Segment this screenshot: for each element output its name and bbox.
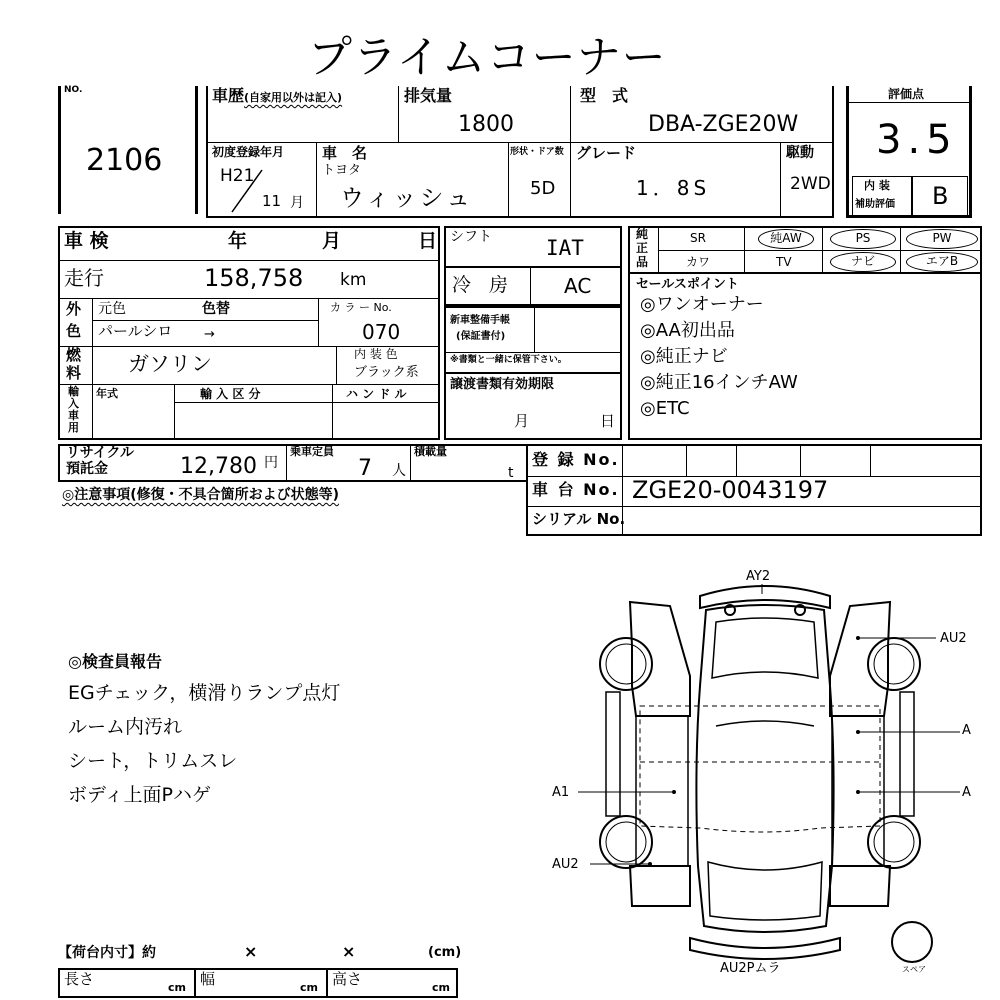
equipment-label-2: 正 bbox=[636, 241, 649, 255]
color-code-value: 070 bbox=[362, 320, 401, 344]
equip-navi-circled: ナビ bbox=[830, 252, 896, 272]
model-type-value: DBA-ZGE20W bbox=[648, 112, 799, 137]
interior-rating-label-1: 内 装 bbox=[864, 179, 890, 192]
page-title: プライムコーナー bbox=[308, 32, 667, 83]
recycle-label-1: リサイクル bbox=[66, 445, 135, 461]
equip-leather: カワ bbox=[686, 255, 711, 269]
model-type-label: 型 式 bbox=[580, 86, 629, 105]
lot-number: 2106 bbox=[86, 143, 163, 178]
mark-a-right-2: A bbox=[962, 785, 971, 800]
mileage-label: 走行 bbox=[64, 266, 104, 290]
lot-label: NO. bbox=[64, 85, 83, 95]
first-reg-era: H21 bbox=[220, 166, 255, 186]
import-handle-label: ハ ン ド ル bbox=[346, 387, 407, 401]
first-reg-month: 11 bbox=[262, 192, 282, 210]
service-book-note: ※書類と一緒に保管下さい。 bbox=[450, 355, 567, 365]
import-label-3: 車 bbox=[68, 409, 79, 422]
sales-point-4: ◎純正16インチAW bbox=[640, 372, 798, 393]
inspector-line-2: ルーム内汚れ bbox=[68, 716, 183, 738]
cargo-width-label: 幅 bbox=[200, 970, 216, 988]
inspection-month: 月 bbox=[322, 230, 342, 252]
spare-label: スペア bbox=[902, 965, 926, 974]
recycle-unit: 円 bbox=[264, 455, 278, 471]
import-label-2: 入 bbox=[68, 397, 79, 410]
exterior-color-label-1: 外 bbox=[66, 300, 82, 318]
cargo-label: 【荷台内寸】約 bbox=[58, 945, 156, 961]
interior-rating-label-2: 補助評価 bbox=[855, 199, 895, 210]
repaint-color-label: 色替 bbox=[202, 301, 230, 317]
import-label-4: 用 bbox=[68, 421, 79, 434]
drive-value: 2WD bbox=[790, 174, 831, 194]
shift-label: シフト bbox=[450, 229, 492, 245]
equip-tv: TV bbox=[776, 255, 792, 269]
equip-pw-circled: PW bbox=[906, 229, 978, 249]
mileage-unit: km bbox=[340, 270, 367, 290]
import-year-label: 年式 bbox=[96, 387, 118, 400]
mark-ay2: AY2 bbox=[746, 569, 771, 584]
sales-points-label: セールスポイント bbox=[636, 277, 739, 292]
history-label: 車歴(自家用以外は記入) bbox=[212, 86, 343, 105]
exterior-color-label-2: 色 bbox=[66, 322, 82, 340]
color-code-label: カ ラ ー No. bbox=[330, 301, 392, 314]
mark-a-right-1: A bbox=[962, 723, 971, 738]
capacity-value: 7 bbox=[358, 456, 372, 481]
fuel-label-2: 料 bbox=[66, 364, 82, 382]
interior-color-value: ブラック系 bbox=[354, 365, 419, 380]
drive-label: 駆動 bbox=[786, 145, 814, 161]
service-book-label-2: (保証書付) bbox=[456, 331, 506, 342]
aircon-value: AC bbox=[564, 274, 592, 298]
interior-rating-value: B bbox=[932, 182, 949, 210]
recycle-value: 12,780 bbox=[180, 454, 257, 479]
car-diagram bbox=[540, 566, 980, 980]
load-unit: t bbox=[508, 465, 514, 481]
shift-value: IAT bbox=[546, 236, 584, 260]
mark-au2-right: AU2 bbox=[940, 631, 967, 646]
cargo-unit: (cm) bbox=[428, 945, 462, 960]
cargo-height-cm: cm bbox=[432, 981, 450, 994]
inspector-line-3: シート，トリムスレ bbox=[68, 750, 238, 772]
original-color-value: パールシロ bbox=[98, 322, 173, 340]
mark-au2p-rear: AU2Pムラ bbox=[720, 961, 781, 976]
registration-label: 登 録 No. bbox=[532, 450, 620, 469]
import-class-label: 輸 入 区 分 bbox=[200, 387, 261, 401]
mileage-value: 158,758 bbox=[204, 264, 304, 292]
sales-point-3: ◎純正ナビ bbox=[640, 346, 728, 367]
shape-doors-value: 5D bbox=[530, 178, 556, 199]
grade-value: 1．8S bbox=[636, 176, 711, 200]
car-maker: トヨタ bbox=[322, 163, 362, 178]
car-name-label: 車 名 bbox=[322, 144, 368, 162]
cargo-height-label: 高さ bbox=[332, 970, 363, 988]
transfer-docs-month: 月 bbox=[514, 412, 530, 430]
original-color-label: 元色 bbox=[98, 301, 126, 317]
color-arrow: → bbox=[204, 327, 215, 342]
recycle-label-2: 預託金 bbox=[66, 461, 108, 477]
chassis-label: 車 台 No. bbox=[532, 480, 620, 499]
capacity-label: 乗車定員 bbox=[290, 445, 334, 458]
inspection-label: 車 検 bbox=[64, 230, 109, 252]
import-label-1: 輸 bbox=[68, 385, 79, 398]
inspector-label: ◎検査員報告 bbox=[68, 652, 162, 671]
equip-aw-circled: 純AW bbox=[758, 229, 814, 249]
equip-sr: SR bbox=[690, 231, 706, 245]
cargo-times-1: × bbox=[244, 942, 258, 961]
cargo-length-label: 長さ bbox=[64, 970, 95, 988]
inspection-year: 年 bbox=[228, 230, 248, 252]
serial-label: シリアル No. bbox=[532, 510, 626, 528]
cargo-box bbox=[58, 968, 458, 998]
sales-point-2: ◎AA初出品 bbox=[640, 320, 735, 341]
first-reg-label: 初度登録年月 bbox=[212, 145, 285, 159]
fuel-label-1: 燃 bbox=[66, 346, 82, 364]
sales-point-1: ◎ワンオーナー bbox=[640, 294, 764, 315]
mark-a1-left: A1 bbox=[552, 785, 570, 800]
transfer-docs-day: 日 bbox=[600, 412, 616, 430]
equip-airbag-circled: エアB bbox=[906, 252, 978, 272]
grade-label: グレード bbox=[576, 144, 637, 162]
equip-ps-circled: PS bbox=[830, 229, 896, 249]
load-label: 積載量 bbox=[414, 445, 447, 458]
transfer-docs-label: 譲渡書類有効期限 bbox=[450, 377, 555, 392]
rating-label: 評価点 bbox=[888, 87, 925, 101]
sales-point-5: ◎ETC bbox=[640, 398, 690, 419]
shape-doors-label: 形状・ドア数 bbox=[510, 147, 564, 157]
inspection-day: 日 bbox=[418, 230, 438, 252]
notes-label: ◎注意事項(修復・不具合箇所および状態等) bbox=[62, 487, 340, 503]
cargo-width-cm: cm bbox=[300, 981, 318, 994]
capacity-unit: 人 bbox=[392, 463, 406, 479]
aircon-label: 冷 房 bbox=[452, 274, 515, 296]
service-book-label-1: 新車整備手帳 bbox=[450, 315, 510, 326]
chassis-value: ZGE20-0043197 bbox=[632, 476, 829, 504]
equipment-label-3: 品 bbox=[636, 255, 649, 269]
inspector-line-1: EGチェック，横滑りランプ点灯 bbox=[68, 682, 341, 704]
rating-value: 3.5 bbox=[876, 117, 958, 163]
mark-au2-left: AU2 bbox=[552, 857, 579, 872]
cargo-length-cm: cm bbox=[168, 981, 186, 994]
interior-color-label: 内 装 色 bbox=[354, 347, 398, 361]
fuel-value: ガソリン bbox=[128, 352, 212, 376]
car-name-value: ウィッシュ bbox=[340, 184, 474, 212]
equipment-label-1: 純 bbox=[636, 227, 649, 241]
cargo-times-2: × bbox=[342, 942, 356, 961]
first-reg-month-unit: 月 bbox=[290, 195, 304, 211]
displacement-label: 排気量 bbox=[404, 86, 453, 105]
inspector-line-4: ボディ上面Pハゲ bbox=[68, 784, 211, 806]
displacement-value: 1800 bbox=[458, 112, 514, 137]
